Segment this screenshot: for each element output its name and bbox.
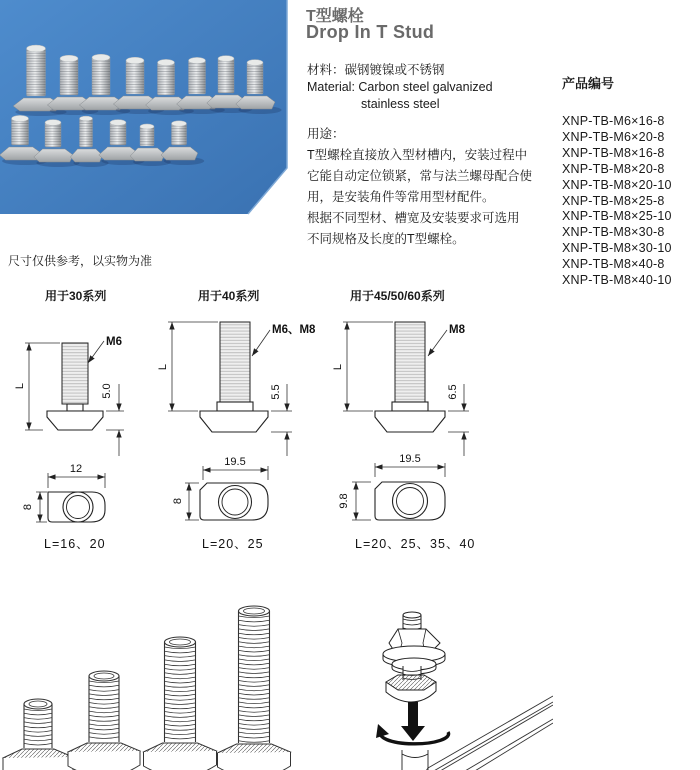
dim-nut-height: 8 (22, 503, 34, 511)
usage-line: T型螺栓直接放入型材槽内，安装过程中 (307, 148, 528, 162)
page-title-en: Drop In T Stud (306, 22, 435, 42)
product-code: XNP-TB-M8×25-10 (562, 209, 672, 224)
stud-in-slot (402, 750, 428, 770)
dim-head-height: 6.5 (447, 384, 459, 400)
page-title-cn: T型螺栓 (306, 8, 364, 25)
dim-length-symbol: L (157, 363, 169, 371)
dim-head-height: 5.0 (101, 383, 113, 399)
product-code: XNP-TB-M6×20-8 (562, 129, 665, 144)
product-code: XNP-TB-M6×16-8 (562, 114, 665, 128)
usage-line: 用，是安装角件等常用型材配件。 (307, 190, 495, 204)
series-label-30: 用于30系列 (45, 289, 107, 303)
usage-line: 它能自动定位锁紧，常与法兰螺母配合使 (307, 169, 533, 183)
thread-size-label: M6、M8 (272, 324, 316, 336)
product-code: XNP-TB-M8×25-8 (562, 193, 665, 208)
usage-heading: 用途： (307, 127, 345, 141)
usage-line: 根据不同型材、槽宽及安装要求可选用 (307, 211, 520, 225)
dim-nut-width: 19.5 (224, 456, 246, 468)
dimension-note: 尺寸仅供参考，以实物为准 (8, 254, 153, 268)
bolt-line-drawings (0, 595, 360, 770)
lengths-label: L=20、25、35、40 (355, 537, 476, 551)
thread-size-label: M8 (449, 324, 465, 336)
series-label-40: 用于40系列 (198, 289, 260, 303)
dim-nut-height: 8 (172, 497, 184, 505)
drawing-30-series (14, 336, 124, 551)
product-code: XNP-TB-M8×16-8 (562, 145, 665, 160)
material-cn: 材料：碳钢镀镍或不锈钢 (307, 63, 445, 77)
material-block (307, 62, 493, 113)
drawing-40-series (157, 322, 316, 551)
product-code: XNP-TB-M8×30-10 (562, 241, 672, 256)
thread-size-label: M6 (106, 336, 122, 348)
drawing-45-50-60-series (332, 322, 475, 551)
bolt-drawings-group (3, 606, 291, 770)
material-en-line2: stainless steel (361, 97, 440, 111)
product-codes-list (562, 114, 672, 289)
product-code: XNP-TB-M8×20-8 (562, 161, 665, 176)
product-code: XNP-TB-M8×40-10 (562, 273, 672, 288)
lengths-label: L=20、25 (202, 537, 264, 551)
dim-length-symbol: L (332, 363, 344, 371)
product-codes-heading: 产品编号 (562, 76, 615, 91)
technical-drawings (0, 283, 700, 573)
dim-nut-width: 12 (69, 463, 83, 475)
dim-nut-width: 19.5 (399, 453, 421, 465)
down-arrow-icon (401, 702, 425, 741)
usage-line: 不同规格及长度的T型螺栓。 (307, 232, 465, 246)
lengths-label: L=16、20 (44, 537, 106, 551)
dim-nut-height: 9.8 (338, 493, 350, 509)
dim-length-symbol: L (14, 382, 26, 390)
material-en-line1: Material: Carbon steel galvanized (307, 80, 493, 94)
stud-nut-assembly (383, 612, 445, 702)
dim-head-height: 5.5 (270, 384, 282, 400)
series-label-45-50-60: 用于45/50/60系列 (350, 289, 445, 303)
product-code: XNP-TB-M8×20-10 (562, 177, 672, 192)
product-photo (0, 0, 288, 215)
product-code: XNP-TB-M8×40-8 (562, 257, 665, 272)
product-code: XNP-TB-M8×30-8 (562, 225, 665, 240)
rail-profile (426, 696, 553, 770)
installation-diagram (358, 598, 553, 770)
usage-block (307, 124, 532, 250)
